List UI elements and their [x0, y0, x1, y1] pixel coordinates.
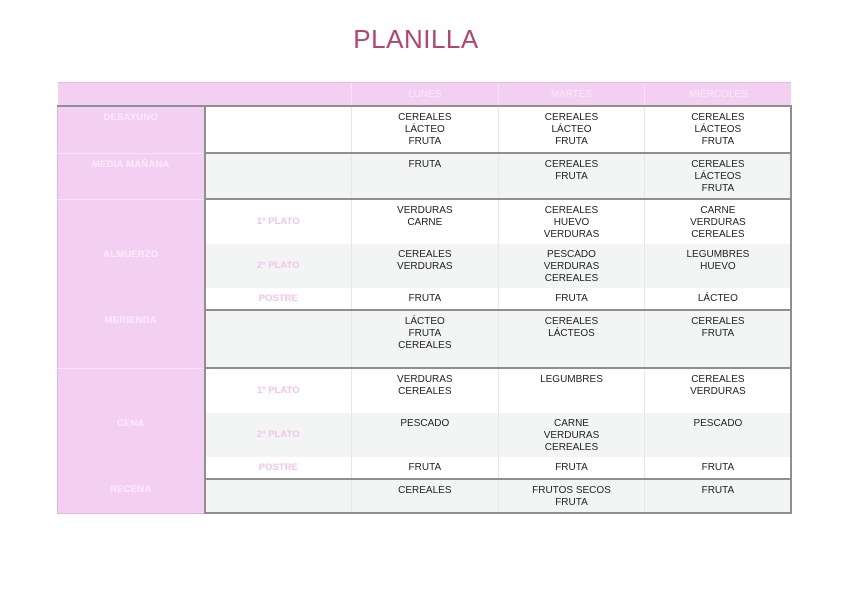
cell-cena-postre-miercoles [645, 457, 792, 479]
food-item: FRUTA [555, 462, 588, 473]
food-item: LÁCTEOS [694, 124, 742, 135]
row-almuerzo-1 [58, 199, 792, 244]
cell-cena-postre-martes [498, 457, 645, 479]
food-item: FRUTA [408, 328, 442, 339]
cell-desayuno-miercoles [645, 106, 792, 153]
cell-almuerzo2-martes [498, 244, 645, 288]
food-item: CEREALES [544, 159, 599, 170]
sub-label-empty [205, 310, 352, 368]
meal-label-recena: RECENA [58, 479, 205, 513]
cell-cena-postre-lunes [352, 457, 499, 479]
food-item: CEREALES [544, 112, 599, 123]
food-item: CEREALES [398, 249, 452, 260]
sub-label-cena-postre: POSTRE [205, 457, 352, 479]
cell-cena2-lunes [352, 413, 499, 457]
sub-label-almuerzo-postre: POSTRE [205, 288, 352, 310]
cell-almuerzo-postre-martes [498, 288, 645, 310]
food-item: VERDURAS [397, 205, 453, 216]
meal-label-merienda: MERIENDA [58, 310, 205, 368]
food-item: CEREALES [398, 112, 452, 123]
header-lunes: LUNES [352, 83, 499, 107]
food-item: LÁCTEO [551, 124, 592, 135]
food-item: LÁCTEOS [694, 171, 742, 182]
food-item: CEREALES [691, 374, 745, 385]
food-item: CEREALES [398, 485, 452, 496]
sub-label-cena-1: 1º PLATO [205, 368, 352, 413]
food-item: CEREALES [691, 229, 745, 240]
food-item: LEGUMBRES [686, 249, 750, 260]
cell-cena1-lunes [352, 368, 499, 413]
cell-media-manana-miercoles [645, 153, 792, 199]
cell-cena2-martes [498, 413, 645, 457]
cell-media-manana-martes [498, 153, 645, 199]
sub-label-almuerzo-2: 2º PLATO [205, 244, 352, 288]
food-item: LÁCTEO [404, 124, 445, 135]
cell-almuerzo2-lunes [352, 244, 499, 288]
food-item: CEREALES [398, 340, 452, 351]
cell-recena-miercoles [645, 479, 792, 513]
row-media-manana [58, 153, 792, 199]
food-item: PESCADO [547, 249, 596, 260]
food-item: FRUTA [701, 136, 735, 147]
header-empty-meal [58, 83, 205, 107]
food-item: PESCADO [693, 418, 743, 429]
header-empty-sub [205, 83, 352, 107]
food-item: CEREALES [691, 159, 745, 170]
meal-label-media-manana: MEDIA MAÑANA [58, 153, 205, 199]
cell-cena1-miercoles [645, 368, 792, 413]
cell-almuerzo1-miercoles [645, 199, 792, 244]
food-item: FRUTA [701, 485, 735, 496]
food-item: VERDURAS [397, 374, 453, 385]
cell-merienda-lunes [352, 310, 499, 368]
row-desayuno [58, 106, 792, 153]
food-item: FRUTA [408, 159, 442, 170]
sub-label-cena-2: 2º PLATO [205, 413, 352, 457]
food-item: LÁCTEOS [548, 328, 595, 339]
sub-label-almuerzo-1: 1º PLATO [205, 199, 352, 244]
meal-label-desayuno: DESAYUNO [58, 106, 205, 153]
meal-plan-table [57, 82, 792, 514]
row-recena [58, 479, 792, 513]
food-item: CARNE [700, 205, 736, 216]
food-item: CEREALES [544, 442, 599, 453]
food-item: CARNE [553, 418, 589, 429]
food-item: FRUTA [555, 497, 588, 508]
header-row [58, 83, 792, 107]
food-item: VERDURAS [543, 430, 600, 441]
food-item: FRUTOS SECOS [532, 485, 611, 496]
food-item: VERDURAS [690, 217, 746, 228]
cell-almuerzo2-miercoles [645, 244, 792, 288]
cell-merienda-miercoles [645, 310, 792, 368]
cell-almuerzo1-lunes [352, 199, 499, 244]
header-martes: MARTES [498, 83, 645, 107]
food-item: LÁCTEO [404, 316, 445, 327]
food-item: FRUTA [701, 183, 735, 194]
food-item: CEREALES [544, 273, 599, 284]
meal-label-cena: CENA [58, 368, 205, 479]
food-item: VERDURAS [543, 261, 600, 272]
row-merienda [58, 310, 792, 368]
meal-label-almuerzo: ALMUERZO [58, 199, 205, 310]
cell-desayuno-martes [498, 106, 645, 153]
food-item: VERDURAS [543, 229, 600, 240]
food-item: FRUTA [555, 171, 588, 182]
cell-cena1-martes [498, 368, 645, 413]
food-item: CEREALES [691, 112, 745, 123]
cell-cena2-miercoles [645, 413, 792, 457]
cell-almuerzo-postre-miercoles [645, 288, 792, 310]
food-item: FRUTA [701, 328, 735, 339]
food-item: FRUTA [408, 136, 442, 147]
food-item: CARNE [407, 217, 443, 228]
cell-recena-lunes [352, 479, 499, 513]
header-miercoles: MIÉRCOLES [645, 83, 792, 107]
sub-label-empty [205, 153, 352, 199]
sub-label-empty [205, 479, 352, 513]
food-item: LEGUMBRES [540, 374, 603, 385]
food-item: CEREALES [398, 386, 452, 397]
food-item: CEREALES [544, 205, 599, 216]
food-item: FRUTA [555, 136, 588, 147]
sub-label-empty [205, 106, 352, 153]
cell-recena-martes [498, 479, 645, 513]
cell-merienda-martes [498, 310, 645, 368]
food-item: LÁCTEO [697, 293, 738, 304]
page-title: PLANILLA [353, 24, 479, 54]
food-item: FRUTA [408, 462, 442, 473]
cell-desayuno-lunes [352, 106, 499, 153]
cell-almuerzo1-martes [498, 199, 645, 244]
cell-almuerzo-postre-lunes [352, 288, 499, 310]
row-cena-1 [58, 368, 792, 413]
cell-media-manana-lunes [352, 153, 499, 199]
food-item: FRUTA [701, 462, 735, 473]
food-item: HUEVO [553, 217, 590, 228]
food-item: VERDURAS [397, 261, 453, 272]
food-item: HUEVO [700, 261, 736, 272]
food-item: VERDURAS [690, 386, 746, 397]
food-item: CEREALES [544, 316, 599, 327]
food-item: PESCADO [400, 418, 450, 429]
food-item: FRUTA [408, 293, 442, 304]
food-item: FRUTA [555, 293, 588, 304]
food-item: CEREALES [691, 316, 745, 327]
